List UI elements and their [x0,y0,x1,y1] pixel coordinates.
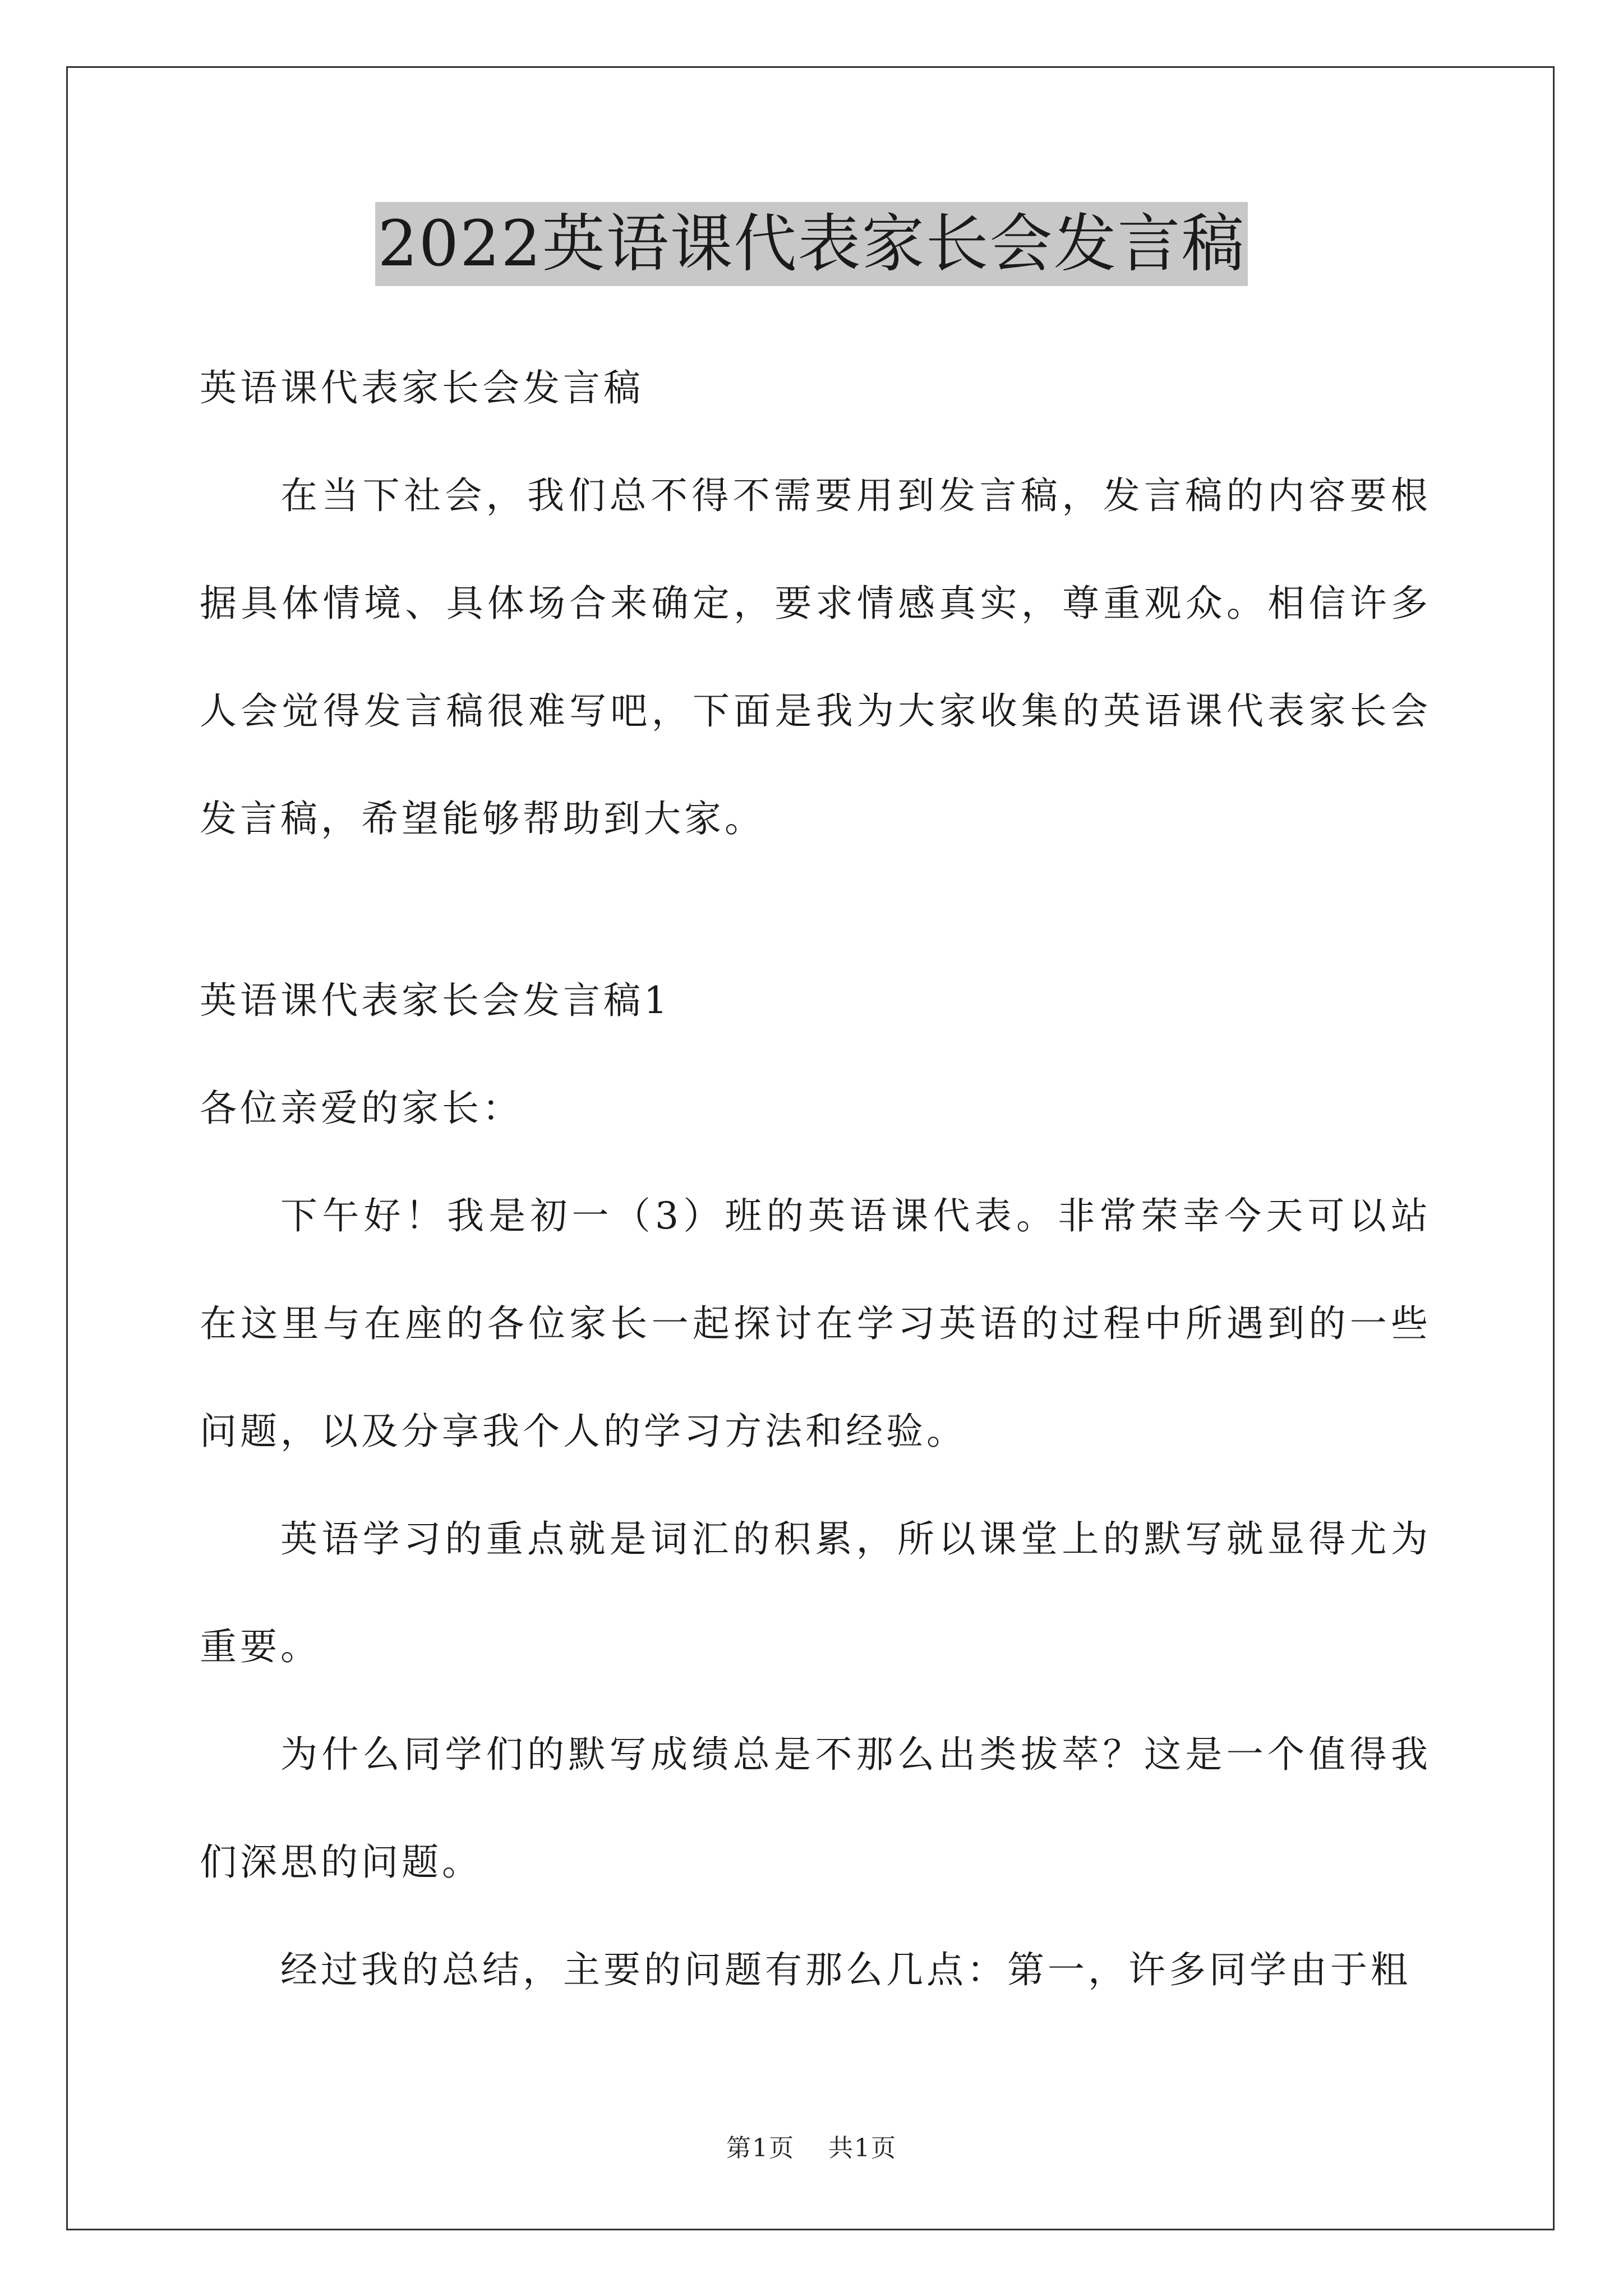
body-paragraph: 英语学习的重点就是词汇的积累，所以课堂上的默写就显得尤为重要。 [200,1517,1431,1668]
section-heading: 英语课代表家长会发言稿1 [200,979,671,1022]
body-paragraph: 下午好！我是初一（3）班的英语课代表。非常荣幸今天可以站在这里与在座的各位家长一起探讨在学习英语的过程中所遇到的一些问题，以及分享我个人的学习方法和经验。 [200,1194,1431,1453]
greeting: 各位亲爱的家长： [200,1087,523,1130]
page-footer [0,2132,1623,2165]
section-gap [200,873,1431,947]
body-paragraph: 为什么同学们的默写成绩总是不那么出类拔萃？这是一个值得我们深思的问题。 [200,1733,1431,1884]
intro-paragraph: 在当下社会，我们总不得不需要用到发言稿，发言稿的内容要根据具体情境、具体场合来确定，要求情感真实，尊重观众。相信许多人会觉得发言稿很难写吧，下面是我为大家收集的英语课代表家长会发言稿，希望能够帮助到大家。 [200,474,1431,840]
document-subtitle: 英语课代表家长会发言稿 [200,366,644,409]
page-number: 第1页 [726,2134,795,2162]
title-container [0,202,1623,286]
document-body [200,334,1431,2024]
document-title: 2022英语课代表家长会发言稿 [375,202,1247,286]
body-paragraph: 经过我的总结，主要的问题有那么几点：第一，许多同学由于粗 [280,1948,1411,1991]
page-total: 共1页 [828,2134,897,2162]
